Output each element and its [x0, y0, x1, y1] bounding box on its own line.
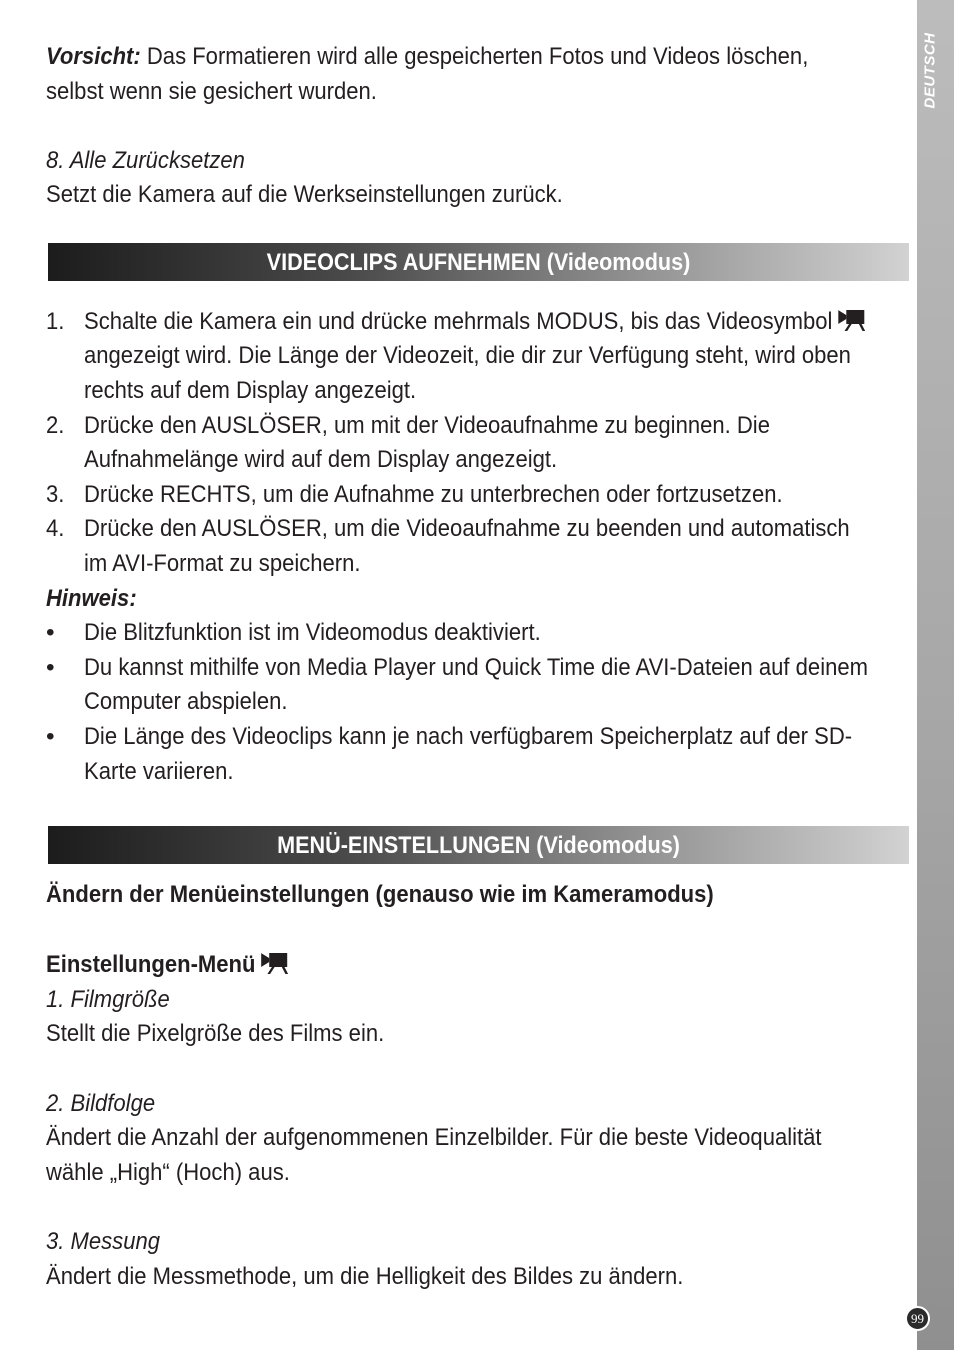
note-1-line-1: Die Blitzfunktion ist im Videomodus deaktiviert. — [84, 619, 541, 646]
reset-text: Setzt die Kamera auf die Werkseinstellungen zurück. — [46, 181, 563, 208]
setting-text-framerate-2: wähle „High“ (Hoch) aus. — [46, 1159, 290, 1186]
note-label: Hinweis: — [46, 585, 137, 612]
reset-title: 8. Alle Zurücksetzen — [46, 147, 245, 174]
language-tab — [918, 22, 942, 118]
section-banner-menu — [48, 826, 909, 864]
step-1-line-2: angezeigt wird. Die Länge der Videozeit, die dir zur Verfügung steht, wird oben — [84, 342, 851, 369]
step-2-line-1: Drücke den AUSLÖSER, um mit der Videoaufnahme zu beginnen. Die — [84, 412, 770, 439]
step-1-line-1 — [84, 305, 865, 343]
settings-heading: Einstellungen-Menü — [46, 951, 256, 978]
warning-line-1 — [46, 40, 808, 75]
note-3-line-1: Die Länge des Videoclips kann je nach verfügbarem Speicherplatz auf der SD- — [84, 723, 853, 750]
banner-title: MENÜ-EINSTELLUNGEN (Videomodus) — [277, 832, 680, 859]
step-number: 2. — [46, 412, 65, 439]
language-label: DEUTSCH — [921, 31, 939, 109]
bullet: • — [46, 619, 55, 646]
step-2-line-2: Aufnahmelänge wird auf dem Display angezeigt. — [84, 446, 558, 473]
note-2-line-1: Du kannst mithilfe von Media Player und Quick Time die AVI-Dateien auf deinem — [84, 654, 868, 681]
menu-subheading: Ändern der Menüeinstellungen (genauso wie im Kameramodus) — [46, 881, 714, 908]
warning-line-2: selbst wenn sie gesichert wurden. — [46, 78, 377, 105]
step-number: 3. — [46, 481, 65, 508]
setting-title-framerate: 2. Bildfolge — [46, 1090, 156, 1117]
bullet: • — [46, 723, 55, 750]
step-number: 4. — [46, 515, 65, 542]
step-number: 1. — [46, 308, 65, 335]
warning-label: Vorsicht: — [46, 43, 141, 70]
video-camera-icon — [261, 951, 288, 986]
note-3-line-2: Karte variieren. — [84, 758, 234, 785]
setting-text-framerate-1: Ändert die Anzahl der aufgenommenen Einzelbilder. Für die beste Videoqualität — [46, 1124, 822, 1151]
banner-title: VIDEOCLIPS AUFNEHMEN (Videomodus) — [266, 249, 691, 276]
setting-title-metering: 3. Messung — [46, 1228, 160, 1255]
note-2-line-2: Computer abspielen. — [84, 688, 288, 715]
page-number: 99 — [905, 1306, 930, 1331]
settings-heading-line — [46, 948, 288, 986]
setting-text-filmsize: Stellt die Pixelgröße des Films ein. — [46, 1020, 385, 1047]
section-banner-videoclips — [48, 243, 909, 281]
step-1-line-3: rechts auf dem Display angezeigt. — [84, 377, 417, 404]
bullet: • — [46, 654, 55, 681]
step-4-line-2: im AVI-Format zu speichern. — [84, 550, 361, 577]
language-sidebar — [917, 0, 954, 1350]
step-3-line-1: Drücke RECHTS, um die Aufnahme zu unterbrechen oder fortzusetzen. — [84, 481, 783, 508]
setting-title-filmsize: 1. Filmgröße — [46, 986, 170, 1013]
step-text: Schalte die Kamera ein und drücke mehrmals MODUS, bis das Videosymbol — [84, 308, 833, 335]
setting-text-metering: Ändert die Messmethode, um die Helligkeit des Bildes zu ändern. — [46, 1263, 684, 1290]
step-4-line-1: Drücke den AUSLÖSER, um die Videoaufnahme zu beenden und automatisch — [84, 515, 850, 542]
warning-text: Das Formatieren wird alle gespeicherten Fotos und Videos löschen, — [140, 43, 809, 70]
video-camera-icon — [838, 308, 865, 343]
